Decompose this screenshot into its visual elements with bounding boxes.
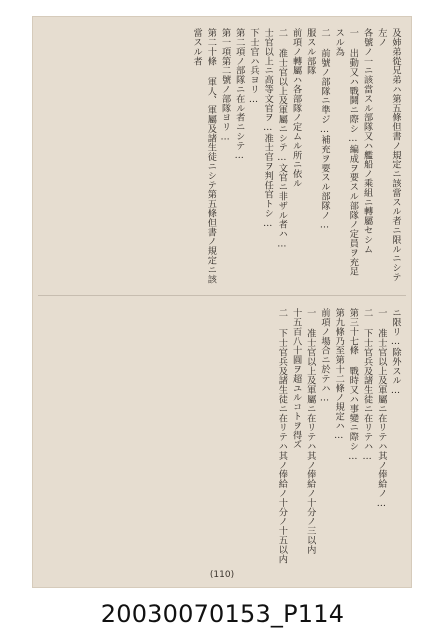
bottom-vertical-text — [274, 308, 402, 564]
bottom-column: 第三十七條 戰時又ハ事變ニ際シ… — [347, 308, 359, 462]
top-column: 第一項第二號ノ部隊ヨリ… — [219, 28, 231, 143]
top-column: 及姉弟從兄弟ハ第五條但書ノ規定ニ該當スル者ニ限ルニシテ左ノ — [375, 28, 401, 282]
document-paper — [32, 16, 412, 588]
bottom-column: 前項ノ場合ニ於テハ… — [318, 308, 330, 404]
image-caption: 20030070153_P114 — [100, 600, 345, 628]
bottom-column: 十五百八十圓ヲ超ユルコトヲ得ズ — [290, 308, 302, 449]
top-column: 一 出動又ハ戰鬪ニ際シ…編成ヲ要スル部隊ノ定員ヲ充足スル為 — [333, 28, 359, 276]
top-column: 前項ノ轉屬ハ各部隊ノ定ムル所ニ依ル — [290, 28, 302, 188]
top-column: 服スル部隊 — [304, 28, 316, 75]
top-text-block — [38, 22, 406, 290]
section-divider — [38, 295, 406, 296]
page-number: (110) — [209, 570, 235, 580]
bottom-text-block — [38, 302, 406, 570]
top-column: 第二項ノ部隊ニ在ル者ニシテ… — [233, 28, 245, 162]
top-column: 第二十條 軍人、軍屬及諸生徒ニシテ第五條但書ノ規定ニ該當スル者 — [191, 28, 217, 284]
bottom-column: 二 下士官兵及諸生徒ニ在リテハ其ノ俸給ノ十分ノ十五以内 — [276, 308, 288, 564]
bottom-column: 一 准士官以上及軍屬ニ在リテハ其ノ俸給ノ… — [375, 308, 387, 509]
bottom-column: 一 准士官以上及軍屬ニ在リテハ其ノ俸給ノ十分ノ三以内 — [304, 308, 316, 555]
bottom-column: ニ限リ…除外スル… — [390, 308, 401, 397]
bottom-column: 二 下士官兵及諸生徒ニ在リテハ… — [361, 308, 373, 462]
top-column: 下士官ハ兵ヨリ… — [247, 28, 259, 105]
top-column: 士官以上ニ高等文官ヲ…准士官ヲ判任官トシ… — [262, 28, 274, 229]
top-vertical-text — [189, 28, 402, 284]
bottom-column: 第九條乃至第十二條ノ規定ハ… — [333, 308, 345, 442]
top-column: 二 准士官以上及軍屬ニシテ…文官ニ非ザル者ハ… — [276, 28, 288, 250]
top-column: 二 前號ノ部隊ニ準ジ…補充ヲ要スル部隊ノ… — [318, 28, 330, 231]
top-column: 各號ノ一ニ該當スル部隊又ハ艦船ノ乘組ニ轉屬セシム — [361, 28, 373, 254]
page-content — [38, 22, 406, 578]
